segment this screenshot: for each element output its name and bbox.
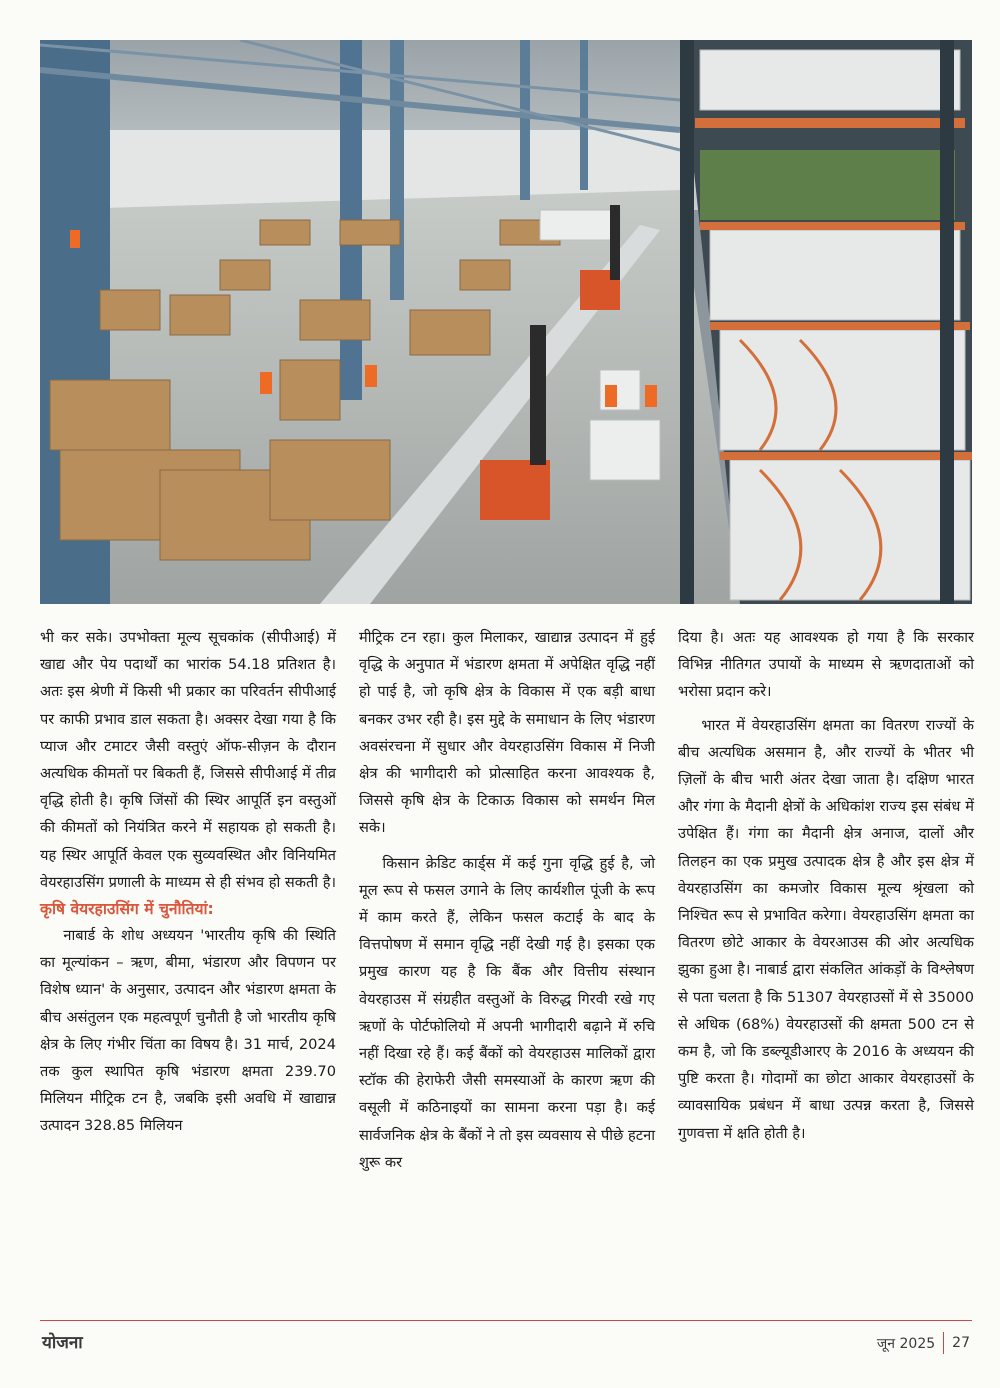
text-column-2 <box>359 624 655 1176</box>
footer-divider <box>40 1320 972 1321</box>
footer-separator <box>943 1332 944 1354</box>
paragraph: भारत में वेयरहाउसिंग क्षमता का वितरण राज्यों के बीच अत्यधिक असमान है, और राज्यों के भीतर भी ज़िलों के बीच भारी अंतर देखा जाता है। दक्षिण भारत और गंगा के मैदानी क्षेत्रों के अधिकांश राज्य इस संबंध में उपेक्षित हैं। गंगा का मैदानी क्षेत्र अनाज, दालों और तिलहन का एक प्रमुख उत्पादक क्षेत्र है और इस क्षेत्र में वेयरहाउसिंग का कमजोर विकास मूल्य श्रृंखला को निश्चित रूप से प्रभावित करेगा। वेयरहाउसिंग क्षमता का वितरण छोटे आकार के वेयरआउस की ओर अत्यधिक झुका हुआ है। नाबार्ड द्वारा संकलित आंकड़ों के विश्लेषण से पता चलता है कि 51307 वेयरहाउसों में से 35000 से अधिक (68%) वेयरहाउसों की क्षमता 500 टन से कम है, जो कि डब्ल्यूडीआरए के 2016 के अध्ययन की पुष्टि करता है। गोदामों का छोटा आकार वेयरहाउसों के व्यावसायिक प्रबंधन में बाधा उत्पन्न करता है, जिससे गुणवत्ता में क्षति होती है। <box>678 716 974 1142</box>
paragraph: भी कर सके। उपभोक्ता मूल्य सूचकांक (सीपीआई) में खाद्य और पेय पदार्थों का भारांक 54.18 प्रतिशत है। अतः इस श्रेणी में किसी भी प्रकार का परिवर्तन सीपीआई पर काफी प्रभाव डाल सकता है। अक्सर देखा गया है कि प्याज और टमाटर जैसी वस्तुएं ऑफ-सीज़न के दौरान अत्यधिक कीमतों पर बिकती हैं, जिससे सीपीआई में तीव्र वृद्धि होती है। कृषि जिंसों की स्थिर आपूर्ति इन वस्तुओं की कीमतों को नियंत्रित करने में सहायक हो सकती है। यह स्थिर आपूर्ति केवल एक सुव्यवस्थित और विनियमित वेयरहाउसिंग प्रणाली के माध्यम से ही संभव हो सकती है। <box>40 629 337 891</box>
paragraph: दिया है। अतः यह आवश्यक हो गया है कि सरकार विभिन्न नीतिगत उपायों के माध्यम से ऋणदाताओं को भरोसा प्रदान करे। <box>678 629 974 701</box>
paragraph: नाबार्ड के शोध अध्ययन 'भारतीय कृषि की स्थिति का मूल्यांकन – ऋण, बीमा, भंडारण और विपणन पर विशेष ध्यान' के अनुसार, उत्पादन और भंडारण क्षमता के बीच असंतुलन एक महत्वपूर्ण चुनौती है जो भारतीय कृषि क्षेत्र के लिए गंभीर चिंता का विषय है। 31 मार्च, 2024 तक कुल स्थापित कृषि भंडारण क्षमता 239.70 मिलियन मीट्रिक टन है, जबकि इसी अवधि में खाद्यान्न उत्पादन 328.85 मिलियन <box>40 927 336 1135</box>
page-info <box>877 1332 970 1354</box>
issue-date: जून 2025 <box>876 1335 936 1352</box>
section-heading: कृषि वेयरहाउसिंग में चुनौतियां: <box>40 900 214 919</box>
warehouse-photo <box>40 40 972 604</box>
text-column-1 <box>40 624 336 1140</box>
paragraph: मीट्रिक टन रहा। कुल मिलाकर, खाद्यान्न उत्पादन में हुई वृद्धि के अनुपात में भंडारण क्षमता में अपेक्षित वृद्धि नहीं हो पाई है, जो कृषि क्षेत्र के विकास में एक बड़ी बाधा बनकर उभर रही है। इस मुद्दे के समाधान के लिए भंडारण अवसंरचना में सुधार और वेयरहाउसिंग विकास में निजी क्षेत्र की भागीदारी को प्रोत्साहित करना आवश्यक है, जिससे कृषि क्षेत्र के टिकाऊ विकास को समर्थन मिल सके। <box>359 629 655 837</box>
warehouse-illustration <box>40 40 972 604</box>
magazine-name: योजना <box>42 1333 83 1353</box>
text-column-3 <box>678 624 974 1147</box>
page-number: 27 <box>952 1335 970 1351</box>
paragraph: किसान क्रेडिट कार्ड्स में कई गुना वृद्धि हुई है, जो मूल रूप से फसल उगाने के लिए कार्यशील पूंजी के रूप में काम करते हैं, लेकिन फसल कटाई के बाद के वित्तपोषण में समान वृद्धि नहीं देखी गई है। इसका एक प्रमुख कारण यह है कि बैंक और वित्तीय संस्थान वेयरहाउस में संग्रहीत वस्तुओं के विरुद्ध गिरवी रखे गए ऋणों के पोर्टफोलियो में अपनी भागीदारी बढ़ाने में रुचि नहीं दिखा रहे हैं। कई बैंकों को वेयरहाउस मालिकों द्वारा स्टॉक की हेराफेरी जैसी समस्याओं के कारण ऋण की वसूली में कठिनाइयों का सामना करना पड़ा है। कई सार्वजनिक क्षेत्र के बैंकों ने तो इस व्यवसाय से पीछे हटना शुरू कर <box>359 854 655 1171</box>
